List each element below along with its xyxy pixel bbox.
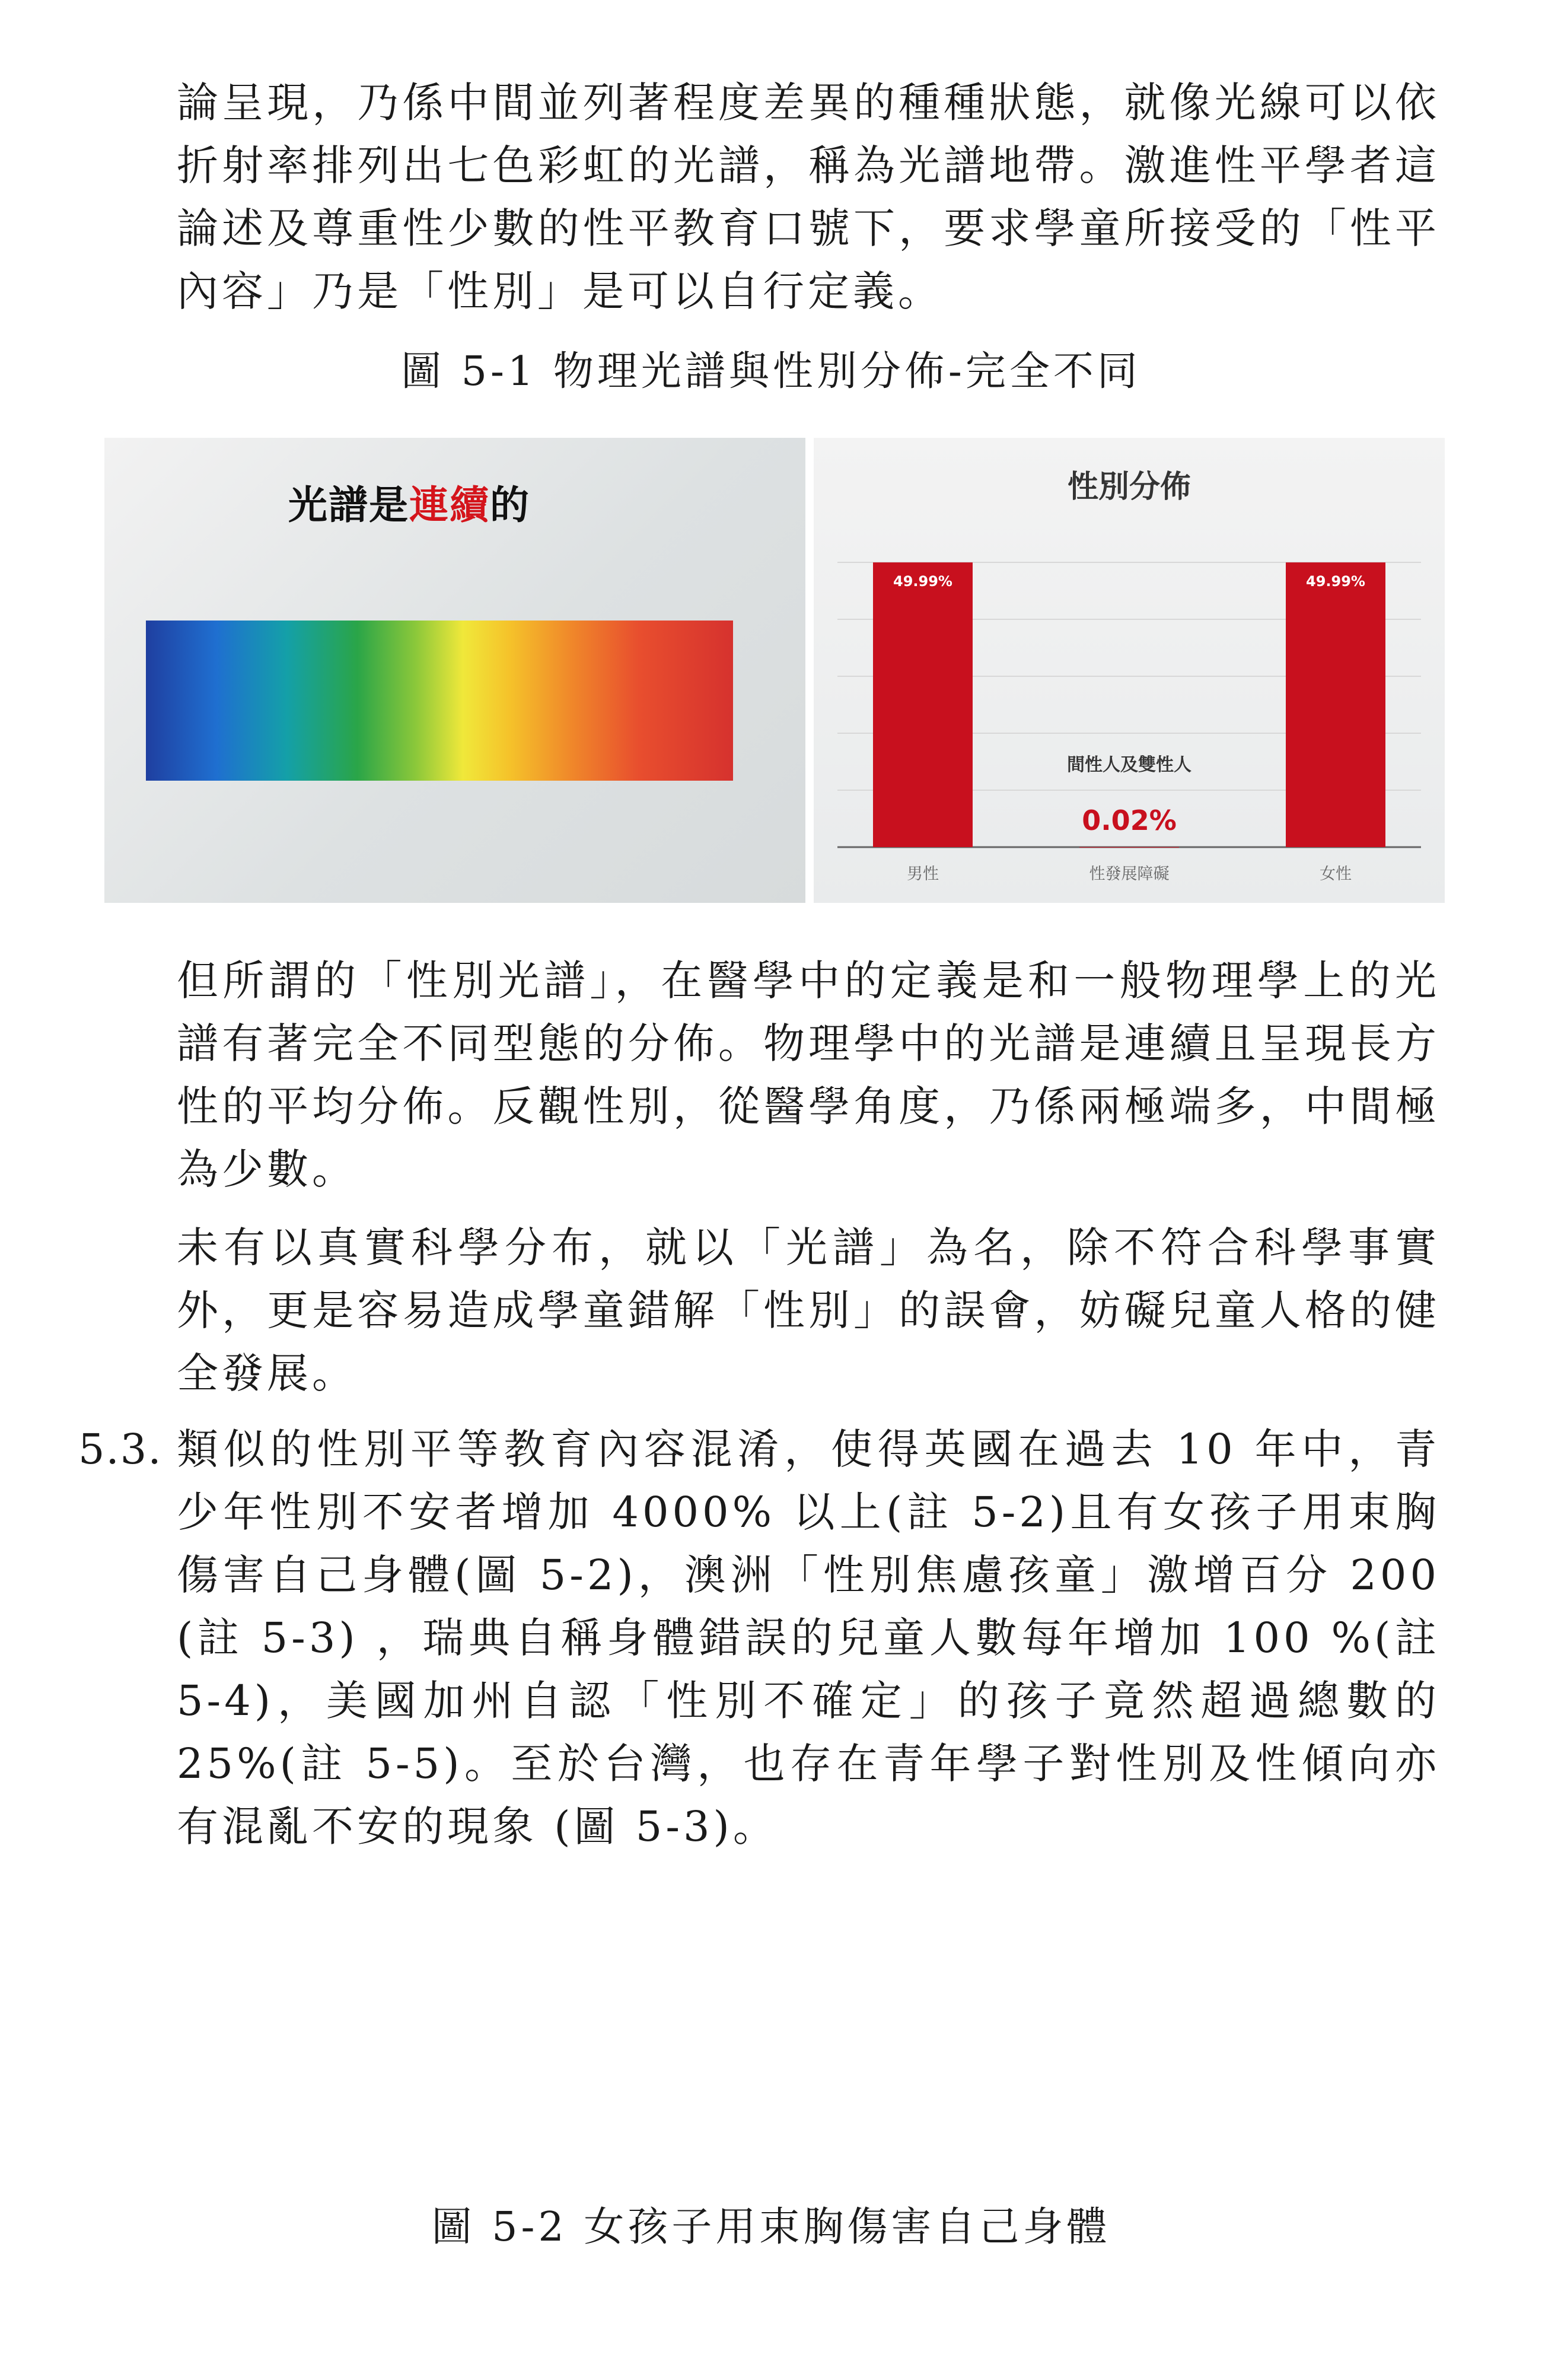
chart-title: 性別分佈 xyxy=(1067,469,1191,505)
chart-category-label-1: 性發展障礙 xyxy=(1089,865,1170,883)
figure-5-2-caption: 圖 5-2 女孩子用束胸傷害自己身體 xyxy=(431,2204,1111,2251)
spectrum-title-highlight: 連續 xyxy=(409,482,490,528)
chart-value-label-0: 49.99% xyxy=(893,573,952,590)
paragraph-section-5-3: 類似的性別平等教育內容混淆，使得英國在過去 10 年中，青少年性別不安者增加 4000% 以上(註 5-2)且有女孩子用束胸傷害自己身體(圖 5-2)，澳洲「性別焦慮孩童」激增百分 200 (註 5-3) ，瑞典自稱身體錯誤的兒童人數每年增加 100 %(註 5-4)，美國加州自認「性別不確定」的孩子竟然超過總數的 25%(註 5-5)。至於台灣，也存在青年學子對性別及性傾向亦有混亂不安的現象 (圖 5-3)。 xyxy=(177,1425,1440,1851)
paragraph-gender-spectrum: 但所謂的「性別光譜」，在醫學中的定義是和一般物理學上的光譜有著完全不同型態的分佈。物理學中的光譜是連續且呈現長方性的平均分佈。反觀性別，從醫學角度，乃係兩極端多，中間極為少數。 xyxy=(177,956,1440,1194)
chart-middle-value: 0.02% xyxy=(1082,804,1177,836)
chart-value-label-2: 49.99% xyxy=(1306,573,1365,590)
spectrum-title-prefix: 光譜是 xyxy=(288,482,409,528)
spectrum-gradient-bar xyxy=(146,621,733,781)
chart-annotation: 間性人及雙性人 xyxy=(1067,755,1191,775)
spectrum-figure xyxy=(104,438,805,903)
gender-distribution-figure xyxy=(814,438,1445,903)
figure-5-1-caption: 圖 5-1 物理光譜與性別分佈-完全不同 xyxy=(401,348,1141,395)
spectrum-title-suffix: 的 xyxy=(490,482,530,528)
chart-category-label-2: 女性 xyxy=(1320,865,1352,883)
paragraph-intro: 論呈現，乃係中間並列著程度差異的種種狀態，就像光線可以依折射率排列出七色彩虹的光譜，稱為光譜地帶。激進性平學者這論述及尊重性少數的性平教育口號下，要求學童所接受的「性平內容」乃是「性別」是可以自行定義。 xyxy=(177,78,1440,316)
spectrum-title xyxy=(288,473,530,530)
chart-category-label-0: 男性 xyxy=(907,865,939,883)
section-number: 5.3. xyxy=(78,1425,163,1474)
chart-bar-1 xyxy=(1079,847,1179,848)
paragraph-spectrum-misuse: 未有以真實科學分布，就以「光譜」為名，除不符合科學事實外，更是容易造成學童錯解「性別」的誤會，妨礙兒童人格的健全發展。 xyxy=(177,1223,1440,1398)
